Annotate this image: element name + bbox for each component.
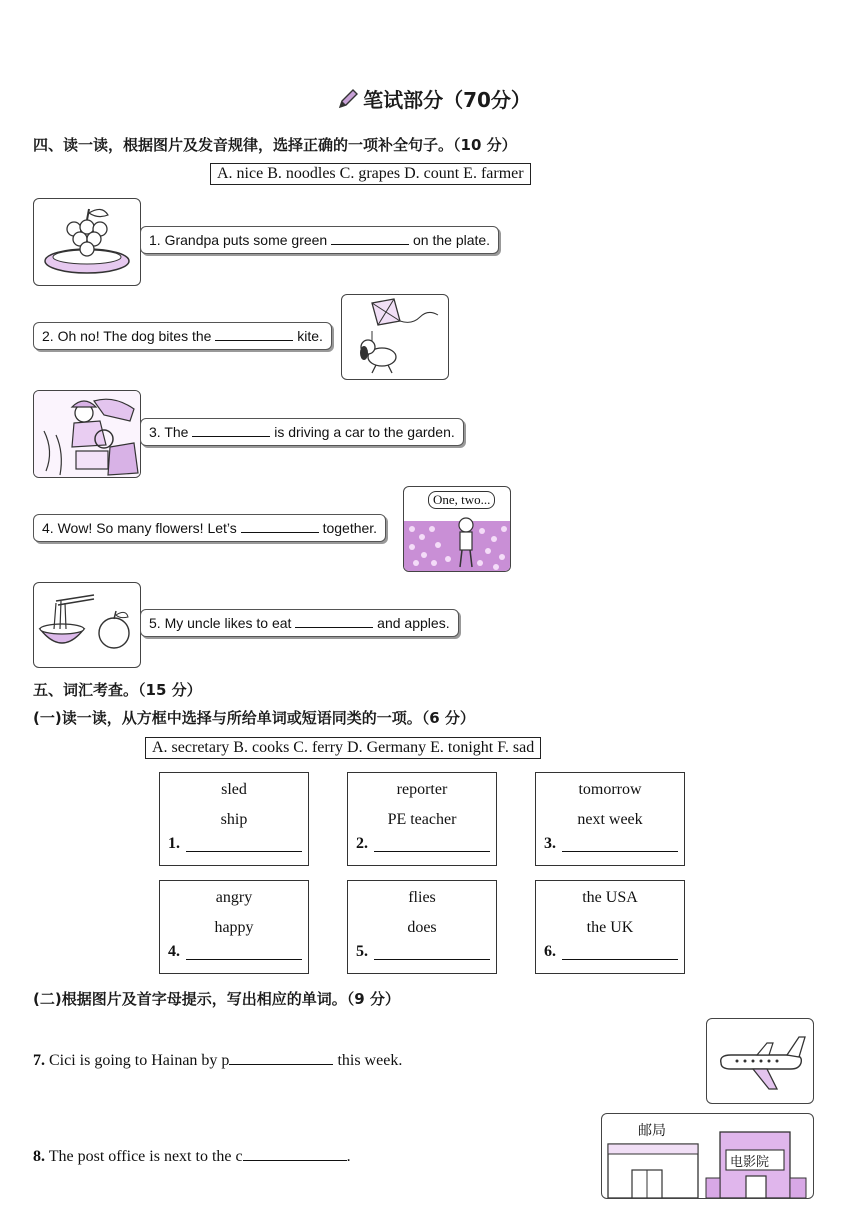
vocab-box-3: tomorrow next week 3. [535,772,685,866]
vocab-box-6: the USA the UK 6. [535,880,685,974]
answer-line-2[interactable] [374,851,490,852]
noodles-apple-picture [33,582,141,668]
answer-line-1[interactable] [186,851,302,852]
answer-line-6[interactable] [562,959,678,960]
section4-heading: 四、读一读，根据图片及发音规律，选择正确的一项补全句子。（10 分） [33,136,517,154]
question-7: 7. Cici is going to Hainan by p this week. [33,1052,403,1069]
section5-sub2-heading: (二)根据图片及首字母提示，写出相应的单词。（9 分） [33,990,400,1008]
post-office-label: 邮局 [638,1123,666,1139]
answer-blank-4[interactable] [241,518,319,533]
answer-blank-2[interactable] [215,326,293,341]
section4-options: A. nice B. noodles C. grapes D. count E. farmer [210,163,531,185]
pencil-icon [337,88,359,115]
sentence-1: 1. Grandpa puts some green on the plate. [140,226,499,254]
question-8: 8. The post office is next to the c . [33,1148,351,1165]
sentence-4: 4. Wow! So many flowers! Let’s together. [33,514,386,542]
airplane-picture [706,1018,814,1104]
answer-blank-8[interactable] [243,1146,347,1161]
section5-heading: 五、词汇考查。（15 分） [33,681,202,699]
vocab-box-4: angry happy 4. [159,880,309,974]
vocab-box-1: sled ship 1. [159,772,309,866]
section5-options: A. secretary B. cooks C. ferry D. Germany E. tonight F. sad [145,737,541,759]
sentence-3: 3. The is driving a car to the garden. [140,418,464,446]
answer-blank-3[interactable] [192,422,270,437]
cinema-label: 电影院 [730,1155,770,1170]
answer-blank-5[interactable] [295,613,373,628]
vocab-box-2: reporter PE teacher 2. [347,772,497,866]
vocab-box-5: flies does 5. [347,880,497,974]
answer-blank-1[interactable] [331,230,409,245]
answer-line-5[interactable] [374,959,490,960]
sentence-5: 5. My uncle likes to eat and apples. [140,609,459,637]
farmer-picture [33,390,141,478]
dog-kite-picture [341,294,449,380]
answer-line-3[interactable] [562,851,678,852]
answer-line-4[interactable] [186,959,302,960]
section5-sub1-heading: (一)读一读，从方框中选择与所给单词或短语同类的一项。（6 分） [33,709,475,727]
flowers-counting-picture [403,486,511,572]
sentence-2: 2. Oh no! The dog bites the kite. [33,322,332,350]
post-office-cinema-picture [601,1113,814,1199]
grapes-picture [33,198,141,286]
section-title: 笔试部分（70分） [0,84,868,115]
answer-blank-7[interactable] [229,1050,333,1065]
speech-bubble: One, two... [428,491,495,509]
